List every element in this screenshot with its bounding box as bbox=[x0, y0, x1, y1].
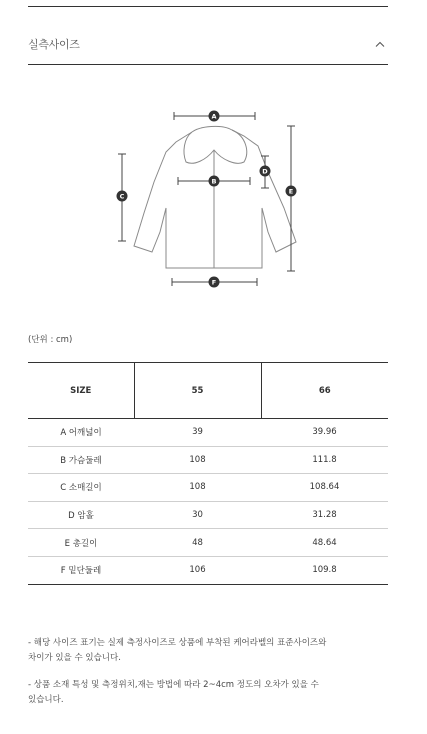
header-66: 66 bbox=[261, 363, 388, 419]
cell-55: 30 bbox=[134, 501, 261, 529]
table-row bbox=[28, 529, 388, 557]
notes bbox=[28, 636, 388, 708]
cell-55: 39 bbox=[134, 419, 261, 447]
measure-e bbox=[287, 126, 295, 271]
row-label: B 가슴둘레 bbox=[28, 446, 134, 474]
cell-55: 108 bbox=[134, 474, 261, 502]
table-row bbox=[28, 446, 388, 474]
cell-66: 31.28 bbox=[261, 501, 388, 529]
row-label: E 총길이 bbox=[28, 529, 134, 557]
cell-55: 106 bbox=[134, 556, 261, 584]
label-b: B bbox=[211, 177, 217, 186]
cell-66: 39.96 bbox=[261, 419, 388, 447]
table-header-row bbox=[28, 363, 388, 419]
table-row bbox=[28, 501, 388, 529]
header-size: SIZE bbox=[28, 363, 134, 419]
label-c: C bbox=[119, 192, 125, 201]
table-row bbox=[28, 474, 388, 502]
label-d: D bbox=[262, 167, 268, 176]
header-divider bbox=[28, 64, 388, 65]
label-a: A bbox=[211, 112, 217, 121]
note-1-line-1: - 해당 사이즈 표기는 실제 측정사이즈로 상품에 부착된 케어라벨의 표준사이즈와 bbox=[28, 638, 327, 648]
note-1-line-2: 차이가 있을 수 있습니다. bbox=[28, 653, 121, 663]
chevron-up-icon[interactable] bbox=[372, 36, 388, 52]
cell-55: 108 bbox=[134, 446, 261, 474]
cell-66: 48.64 bbox=[261, 529, 388, 557]
row-label: C 소매길이 bbox=[28, 474, 134, 502]
table-row bbox=[28, 556, 388, 584]
jacket-measurement-diagram bbox=[110, 100, 310, 300]
label-f: F bbox=[211, 278, 217, 287]
size-section-toggle[interactable] bbox=[28, 30, 388, 58]
note-2-line-2: 있습니다. bbox=[28, 695, 64, 705]
label-e: E bbox=[288, 187, 294, 196]
row-label: A 어깨넓이 bbox=[28, 419, 134, 447]
cell-66: 111.8 bbox=[261, 446, 388, 474]
cell-66: 109.8 bbox=[261, 556, 388, 584]
cell-55: 48 bbox=[134, 529, 261, 557]
row-label: F 밑단둘레 bbox=[28, 556, 134, 584]
cell-66: 108.64 bbox=[261, 474, 388, 502]
unit-note: (단위 : cm) bbox=[28, 335, 73, 345]
header-55: 55 bbox=[134, 363, 261, 419]
note-2-line-1: - 상품 소재 특성 및 측정위치,재는 방법에 따라 2~4cm 정도의 오차가 있을 수 bbox=[28, 680, 319, 690]
section-title: 실측사이즈 bbox=[28, 38, 80, 51]
table-row bbox=[28, 419, 388, 447]
row-label: D 암홀 bbox=[28, 501, 134, 529]
top-divider bbox=[28, 6, 388, 7]
size-table bbox=[28, 362, 388, 585]
